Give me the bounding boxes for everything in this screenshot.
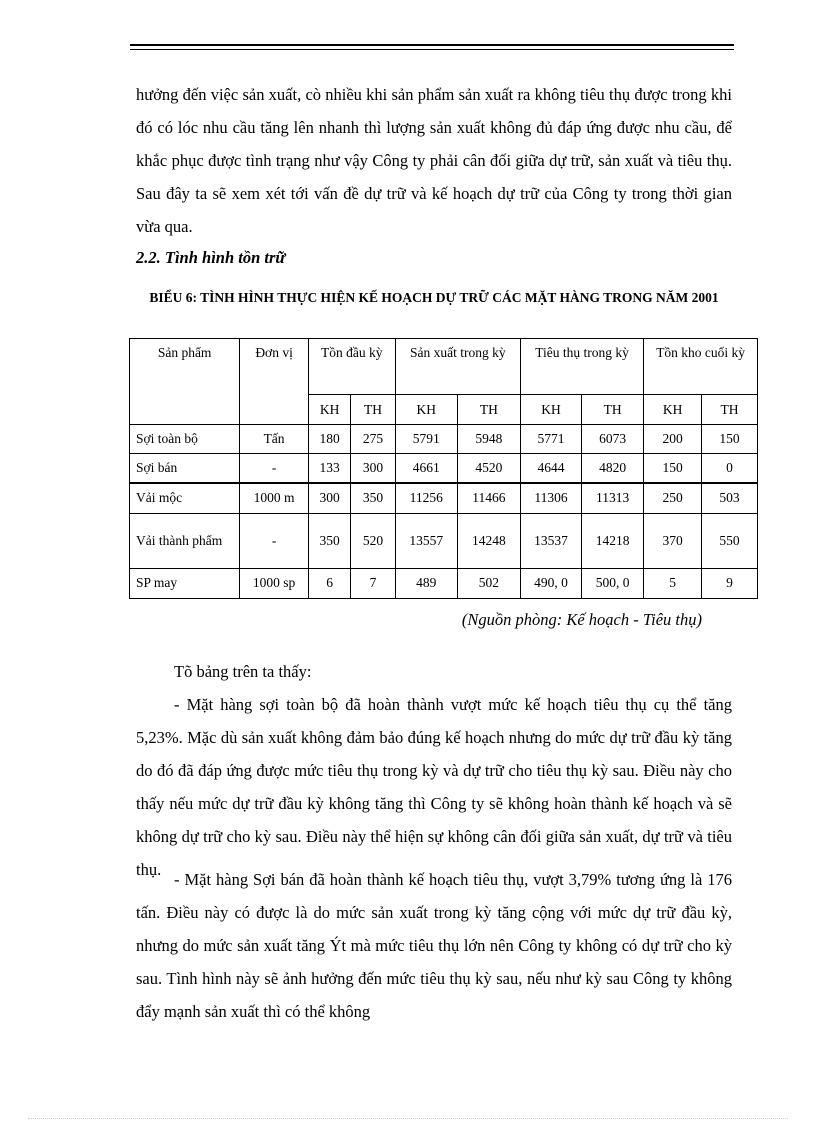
cell-unit: 1000 sp: [240, 568, 309, 598]
footer-dotted-rule: [28, 1118, 788, 1119]
header-closing: Tồn kho cuối kỳ: [644, 339, 758, 395]
cell-value: 180: [308, 425, 350, 454]
cell-value: 300: [351, 454, 395, 484]
intro-paragraph: hưởng đến việc sản xuất, cò nhiều khi sản phẩm sản xuất ra không tiêu thụ được trong khi đó có lóc nhu cầu tăng lên nhanh thì lượng sản xuất không đủ đáp ứng được nhu cầu, để khắc phục được tình trạng như vậy Công ty phải cân đối giữa dự trữ, sản xuất và tiêu thụ. Sau đây ta sẽ xem xét tới vấn đề dự trữ và kế hoạch dự trữ của Công ty trong thời gian vừa qua.: [136, 85, 732, 236]
cell-value: 502: [457, 568, 520, 598]
cell-value: 13557: [395, 513, 457, 568]
cell-value: 6: [308, 568, 350, 598]
table-row: [130, 483, 758, 513]
cell-value: 500, 0: [582, 568, 644, 598]
cell-product: Vải thành phẩm: [130, 513, 240, 568]
cell-value: 7: [351, 568, 395, 598]
cell-value: 11466: [457, 483, 520, 513]
cell-value: 5948: [457, 425, 520, 454]
cell-value: 133: [308, 454, 350, 484]
cell-value: 14248: [457, 513, 520, 568]
cell-value: 4520: [457, 454, 520, 484]
subheader-kh: KH: [395, 395, 457, 425]
cell-value: 370: [644, 513, 702, 568]
table-row: [130, 513, 758, 568]
cell-value: 275: [351, 425, 395, 454]
table-row: [130, 568, 758, 598]
cell-unit: 1000 m: [240, 483, 309, 513]
section-heading: 2.2. Tình hình tồn trữ: [136, 248, 286, 267]
cell-unit: Tấn: [240, 425, 309, 454]
cell-value: 200: [644, 425, 702, 454]
cell-value: 4661: [395, 454, 457, 484]
subheader-th: TH: [351, 395, 395, 425]
cell-value: 150: [644, 454, 702, 484]
cell-value: 490, 0: [520, 568, 581, 598]
subheader-th: TH: [457, 395, 520, 425]
cell-product: Sợi toàn bộ: [130, 425, 240, 454]
header-rule-thin: [130, 49, 734, 50]
cell-unit: -: [240, 513, 309, 568]
cell-value: 300: [308, 483, 350, 513]
cell-value: 5791: [395, 425, 457, 454]
table-row: [130, 454, 758, 484]
subheader-kh: KH: [520, 395, 581, 425]
header-rule-thick: [130, 44, 734, 46]
analysis-point-1: - Mặt hàng sợi toàn bộ đã hoàn thành vượt mức kế hoạch tiêu thụ cụ thể tăng 5,23%. Mặc dù sản xuất không đảm bảo đúng kế hoạch nhưng do mức dự trữ đầu kỳ tăng do đó đã đáp ứng được mức tiêu thụ trong kỳ và dự trữ cho tiêu thụ kỳ sau. Điều này cho thấy nếu mức dự trữ đầu kỳ không tăng thì Công ty sẽ không hoàn thành kế hoạch và sẽ không dự trữ cho kỳ sau. Điều này thể hiện sự không cân đối giữa sản xuất, dự trữ và tiêu thụ.: [136, 695, 732, 879]
cell-value: 5771: [520, 425, 581, 454]
inventory-table: [129, 338, 758, 599]
cell-value: 489: [395, 568, 457, 598]
cell-value: 250: [644, 483, 702, 513]
cell-value: 550: [702, 513, 758, 568]
header-production: Sản xuất trong kỳ: [395, 339, 520, 395]
cell-value: 350: [308, 513, 350, 568]
cell-value: 4820: [582, 454, 644, 484]
cell-value: 14218: [582, 513, 644, 568]
cell-value: 11256: [395, 483, 457, 513]
cell-value: 5: [644, 568, 702, 598]
cell-value: 4644: [520, 454, 581, 484]
cell-product: Vải mộc: [130, 483, 240, 513]
analysis-point-2: - Mặt hàng Sợi bán đã hoàn thành kế hoạch tiêu thụ, vượt 3,79% tương ứng là 176 tấn. Điều này có được là do mức sản xuất trong kỳ tăng cộng với mức dự trữ đầu kỳ, nhưng do mức sản xuất tăng Ýt mà mức tiêu thụ lớn nên Công ty không có dự trữ cho kỳ sau. Tình hình này sẽ ảnh hưởng đến mức tiêu thụ kỳ sau, nếu như kỳ sau Công ty không đẩy mạnh sản xuất thì có thể không: [136, 870, 732, 1021]
cell-value: 150: [702, 425, 758, 454]
table-title: BIỂU 6: TÌNH HÌNH THỰC HIỆN KẾ HOẠCH DỰ TRỮ CÁC MẶT HÀNG TRONG NĂM 2001: [149, 290, 719, 305]
cell-value: 0: [702, 454, 758, 484]
cell-value: 11313: [582, 483, 644, 513]
subheader-kh: KH: [308, 395, 350, 425]
subheader-th: TH: [702, 395, 758, 425]
subheader-th: TH: [582, 395, 644, 425]
cell-value: 9: [702, 568, 758, 598]
header-product: Sản phẩm: [130, 339, 240, 425]
source-note: (Nguồn phòng: Kế hoạch - Tiêu thụ): [461, 610, 702, 629]
cell-value: 11306: [520, 483, 581, 513]
cell-unit: -: [240, 454, 309, 484]
cell-value: 503: [702, 483, 758, 513]
header-unit: Đơn vị: [240, 339, 309, 425]
header-opening: Tồn đầu kỳ: [308, 339, 395, 395]
table-row: [130, 425, 758, 454]
cell-value: 13537: [520, 513, 581, 568]
subheader-kh: KH: [644, 395, 702, 425]
cell-product: SP may: [130, 568, 240, 598]
cell-product: Sợi bán: [130, 454, 240, 484]
header-consumption: Tiêu thụ trong kỳ: [520, 339, 643, 395]
cell-value: 520: [351, 513, 395, 568]
cell-value: 6073: [582, 425, 644, 454]
analysis-intro: Tõ bảng trên ta thấy:: [174, 662, 312, 681]
cell-value: 350: [351, 483, 395, 513]
